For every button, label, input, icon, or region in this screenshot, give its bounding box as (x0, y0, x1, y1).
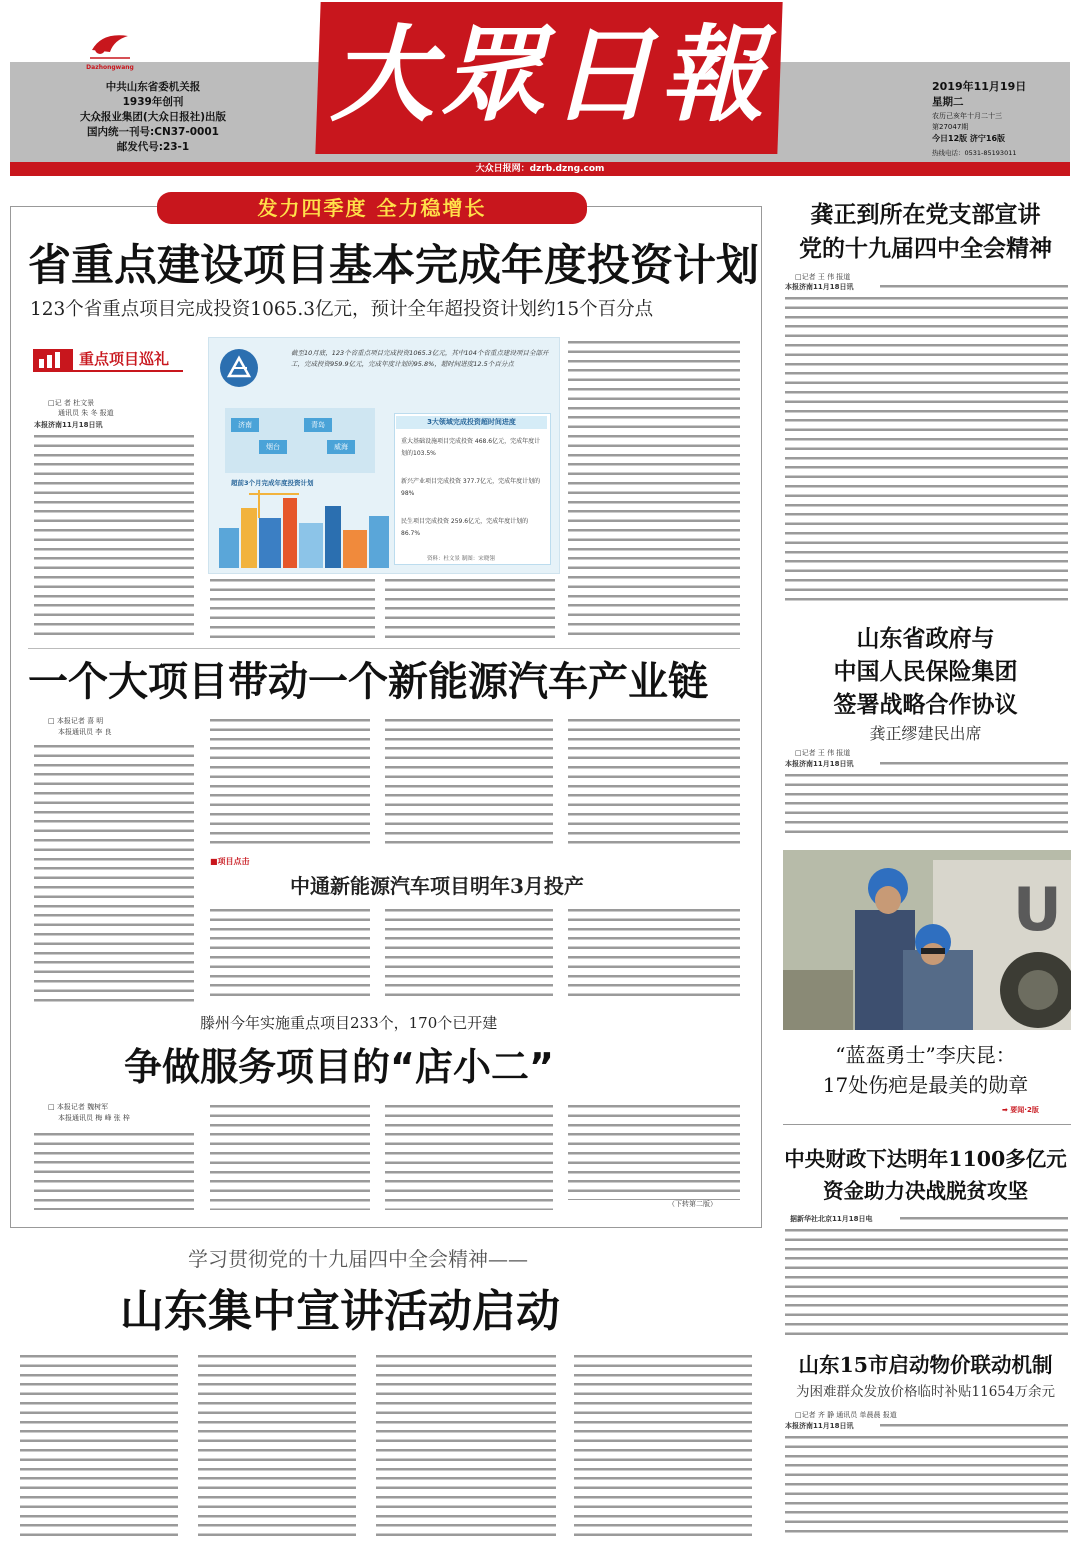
right-a3-title-line1: 中央财政下达明年1100多亿元 (784, 1147, 1067, 1171)
right-a1-lead: 本报济南11月18日讯 (785, 283, 854, 291)
right-a1-title-line1: 龚正到所在党支部宣讲 (810, 201, 1041, 228)
story4-headline: 山东集中宣讲活动启动 (120, 1286, 560, 1337)
story3-kicker: 滕州今年实施重点项目233个，170个已开建 (200, 1014, 498, 1032)
masthead-line-2: 1939年创刊 (122, 96, 184, 108)
website-bar[interactable]: 大众日报网：dzrb.dzng.com (10, 162, 1070, 176)
story4-body-col2 (198, 1352, 356, 1537)
infographic-item-2: 新兴产业项目完成投资 377.7亿元，完成年度计划的98% (401, 478, 541, 497)
masthead-line-1: 中共山东省委机关报 (105, 81, 201, 93)
issue-date: 2019年11月19日 (932, 80, 1027, 93)
emblem-caption: Dazhongwang (86, 64, 134, 71)
story3-byline-2: 本报通讯员 梅 峰 张 梓 (58, 1114, 130, 1122)
infographic-credit: 资料：杜文景 制图：宋晓翎 (427, 556, 495, 562)
infographic-caption: 超前3个月完成年度投资计划 (231, 479, 314, 487)
story4-body-col3 (376, 1352, 556, 1537)
story4-kicker: 学习贯彻党的十九届四中全会精神—— (188, 1247, 528, 1271)
story4-body-col4 (574, 1352, 752, 1537)
city-tag-weihai: 威海 (327, 440, 355, 454)
photo-jump-link[interactable]: ➡ 要闻·2版 (1002, 1106, 1039, 1114)
section-banner: 发力四季度 全力稳增长 (157, 192, 587, 224)
story1-byline-2: 通讯员 朱 冬 报道 (58, 409, 114, 417)
lunar-date: 农历己亥年十月二十三 (932, 112, 1002, 120)
bar-chart-icon (33, 345, 73, 371)
infographic-item-1: 重大基础设施项目完成投资 468.6亿元，完成年度计划的103.5% (401, 438, 541, 457)
right-a1-title-line2: 党的十九届四中全会精神 (799, 235, 1052, 262)
peacekeeper-photo (783, 850, 1071, 1030)
story4-body-col1 (20, 1352, 178, 1537)
story2-subheadline: 中通新能源汽车项目明年3月投产 (290, 874, 584, 898)
column-tag-label: 重点项目巡礼 (79, 350, 170, 368)
edition-info: 今日12版 济宁16版 (932, 134, 1006, 143)
story1-body-col4 (568, 338, 740, 638)
story2-sidebar-col1 (210, 906, 370, 998)
newspaper-emblem-icon (88, 30, 132, 62)
story3-jump-line[interactable]: （下转第二版） (668, 1200, 717, 1208)
city-tag-qingdao: 青岛 (304, 418, 332, 432)
right-a4-subtitle: 为困难群众发放价格临时补贴11654万余元 (796, 1384, 1055, 1400)
story2-body-col3 (385, 716, 553, 844)
right-a3-lead: 据新华社北京11月18日电 (790, 1215, 873, 1223)
project-click-tag: ■项目点击 (210, 857, 250, 866)
story2-headline: 一个大项目带动一个新能源汽车产业链 (28, 659, 708, 705)
city-skyline-illustration (219, 488, 394, 568)
crane-icon (219, 348, 259, 388)
city-tag-jinan: 济南 (231, 418, 259, 432)
story2-body-col4 (568, 716, 740, 844)
right-a2-body (785, 771, 1068, 839)
masthead-line-3: 大众报业集团(大众日报社)出版 (79, 111, 227, 123)
lead-headline: 省重点建设项目基本完成年度投资计划 (28, 241, 759, 291)
right-a4-byline: □记者 齐 静 通讯员 单晨晨 报道 (795, 1411, 897, 1419)
masthead-line-5: 邮发代号:23-1 (116, 141, 190, 153)
story1-body-col1 (34, 432, 194, 637)
svg-text:U: U (1013, 875, 1062, 945)
infographic-summary: 截至10月底，123个省重点项目完成投资1065.3亿元，其中104个省重点建设项目全部开工，完成投资959.9亿元，完成年度计划的95.8%，超时间进度12.5个百分点 (291, 349, 549, 368)
right-a4-title: 山东15市启动物价联动机制 (798, 1353, 1053, 1377)
right-a4-lead: 本报济南11月18日讯 (785, 1422, 854, 1430)
story1-body-col2 (210, 576, 375, 638)
photo-caption-line2: 17处伤疤是最美的勋章 (822, 1073, 1029, 1097)
story3-body-col4 (568, 1102, 740, 1200)
right-a2-title-line1: 山东省政府与 (856, 625, 995, 652)
story1-body-col3 (385, 576, 555, 638)
right-a3-body (785, 1226, 1068, 1338)
right-a4-body (785, 1433, 1068, 1537)
column-tag (33, 345, 183, 371)
story3-body-col1 (34, 1130, 194, 1210)
right-a2-lead: 本报济南11月18日讯 (785, 760, 854, 768)
story3-byline-1: □ 本报记者 魏树军 (48, 1103, 109, 1111)
hotline: 热线电话：0531-85193011 (932, 149, 1017, 157)
story2-sidebar-col3 (568, 906, 740, 998)
right-a1-body (785, 294, 1068, 606)
photo-caption-line1: “蓝盔勇士”李庆昆： (835, 1043, 1016, 1067)
story2-sidebar-col2 (385, 906, 553, 998)
right-a2-subtitle: 龚正缪建民出席 (869, 724, 982, 743)
right-a2-title-line2: 中国人民保险集团 (833, 658, 1018, 685)
infographic-box-title: 3大领域完成投资超时间进度 (396, 416, 547, 429)
newspaper-title-logo: 大眾日報 (330, 13, 771, 136)
story1-lead: 本报济南11月18日讯 (34, 421, 103, 429)
masthead-line-4: 国内统一刊号:CN37-0001 (87, 126, 219, 138)
story2-byline-2: 本报通讯员 李 良 (58, 728, 112, 736)
lead-subheadline: 123个省重点项目完成投资1065.3亿元，预计全年超投资计划约15个百分点 (30, 299, 654, 320)
story3-body-col3 (385, 1102, 553, 1210)
story2-body-col1 (34, 742, 194, 1004)
right-a1-byline: □记者 王 伟 报道 (795, 273, 851, 281)
story3-body-col2 (210, 1102, 370, 1210)
story3-headline: 争做服务项目的“店小二” (124, 1045, 554, 1089)
investment-infographic (208, 337, 560, 574)
story2-byline-1: □ 本报记者 喜 明 (48, 717, 104, 725)
issue-number: 第27047期 (932, 123, 969, 131)
right-a2-byline: □记者 王 伟 报道 (795, 749, 851, 757)
right-a2-title-line3: 签署战略合作协议 (833, 691, 1018, 718)
infographic-item-3: 民生项目完成投资 259.6亿元，完成年度计划的86.7% (401, 518, 529, 537)
city-tag-yantai: 烟台 (259, 440, 287, 454)
right-a3-title-line2: 资金助力决战脱贫攻坚 (823, 1179, 1028, 1203)
issue-weekday: 星期二 (932, 96, 964, 108)
story1-byline-1: □记 者 杜文景 (48, 399, 95, 407)
story2-body-col2 (210, 716, 370, 844)
